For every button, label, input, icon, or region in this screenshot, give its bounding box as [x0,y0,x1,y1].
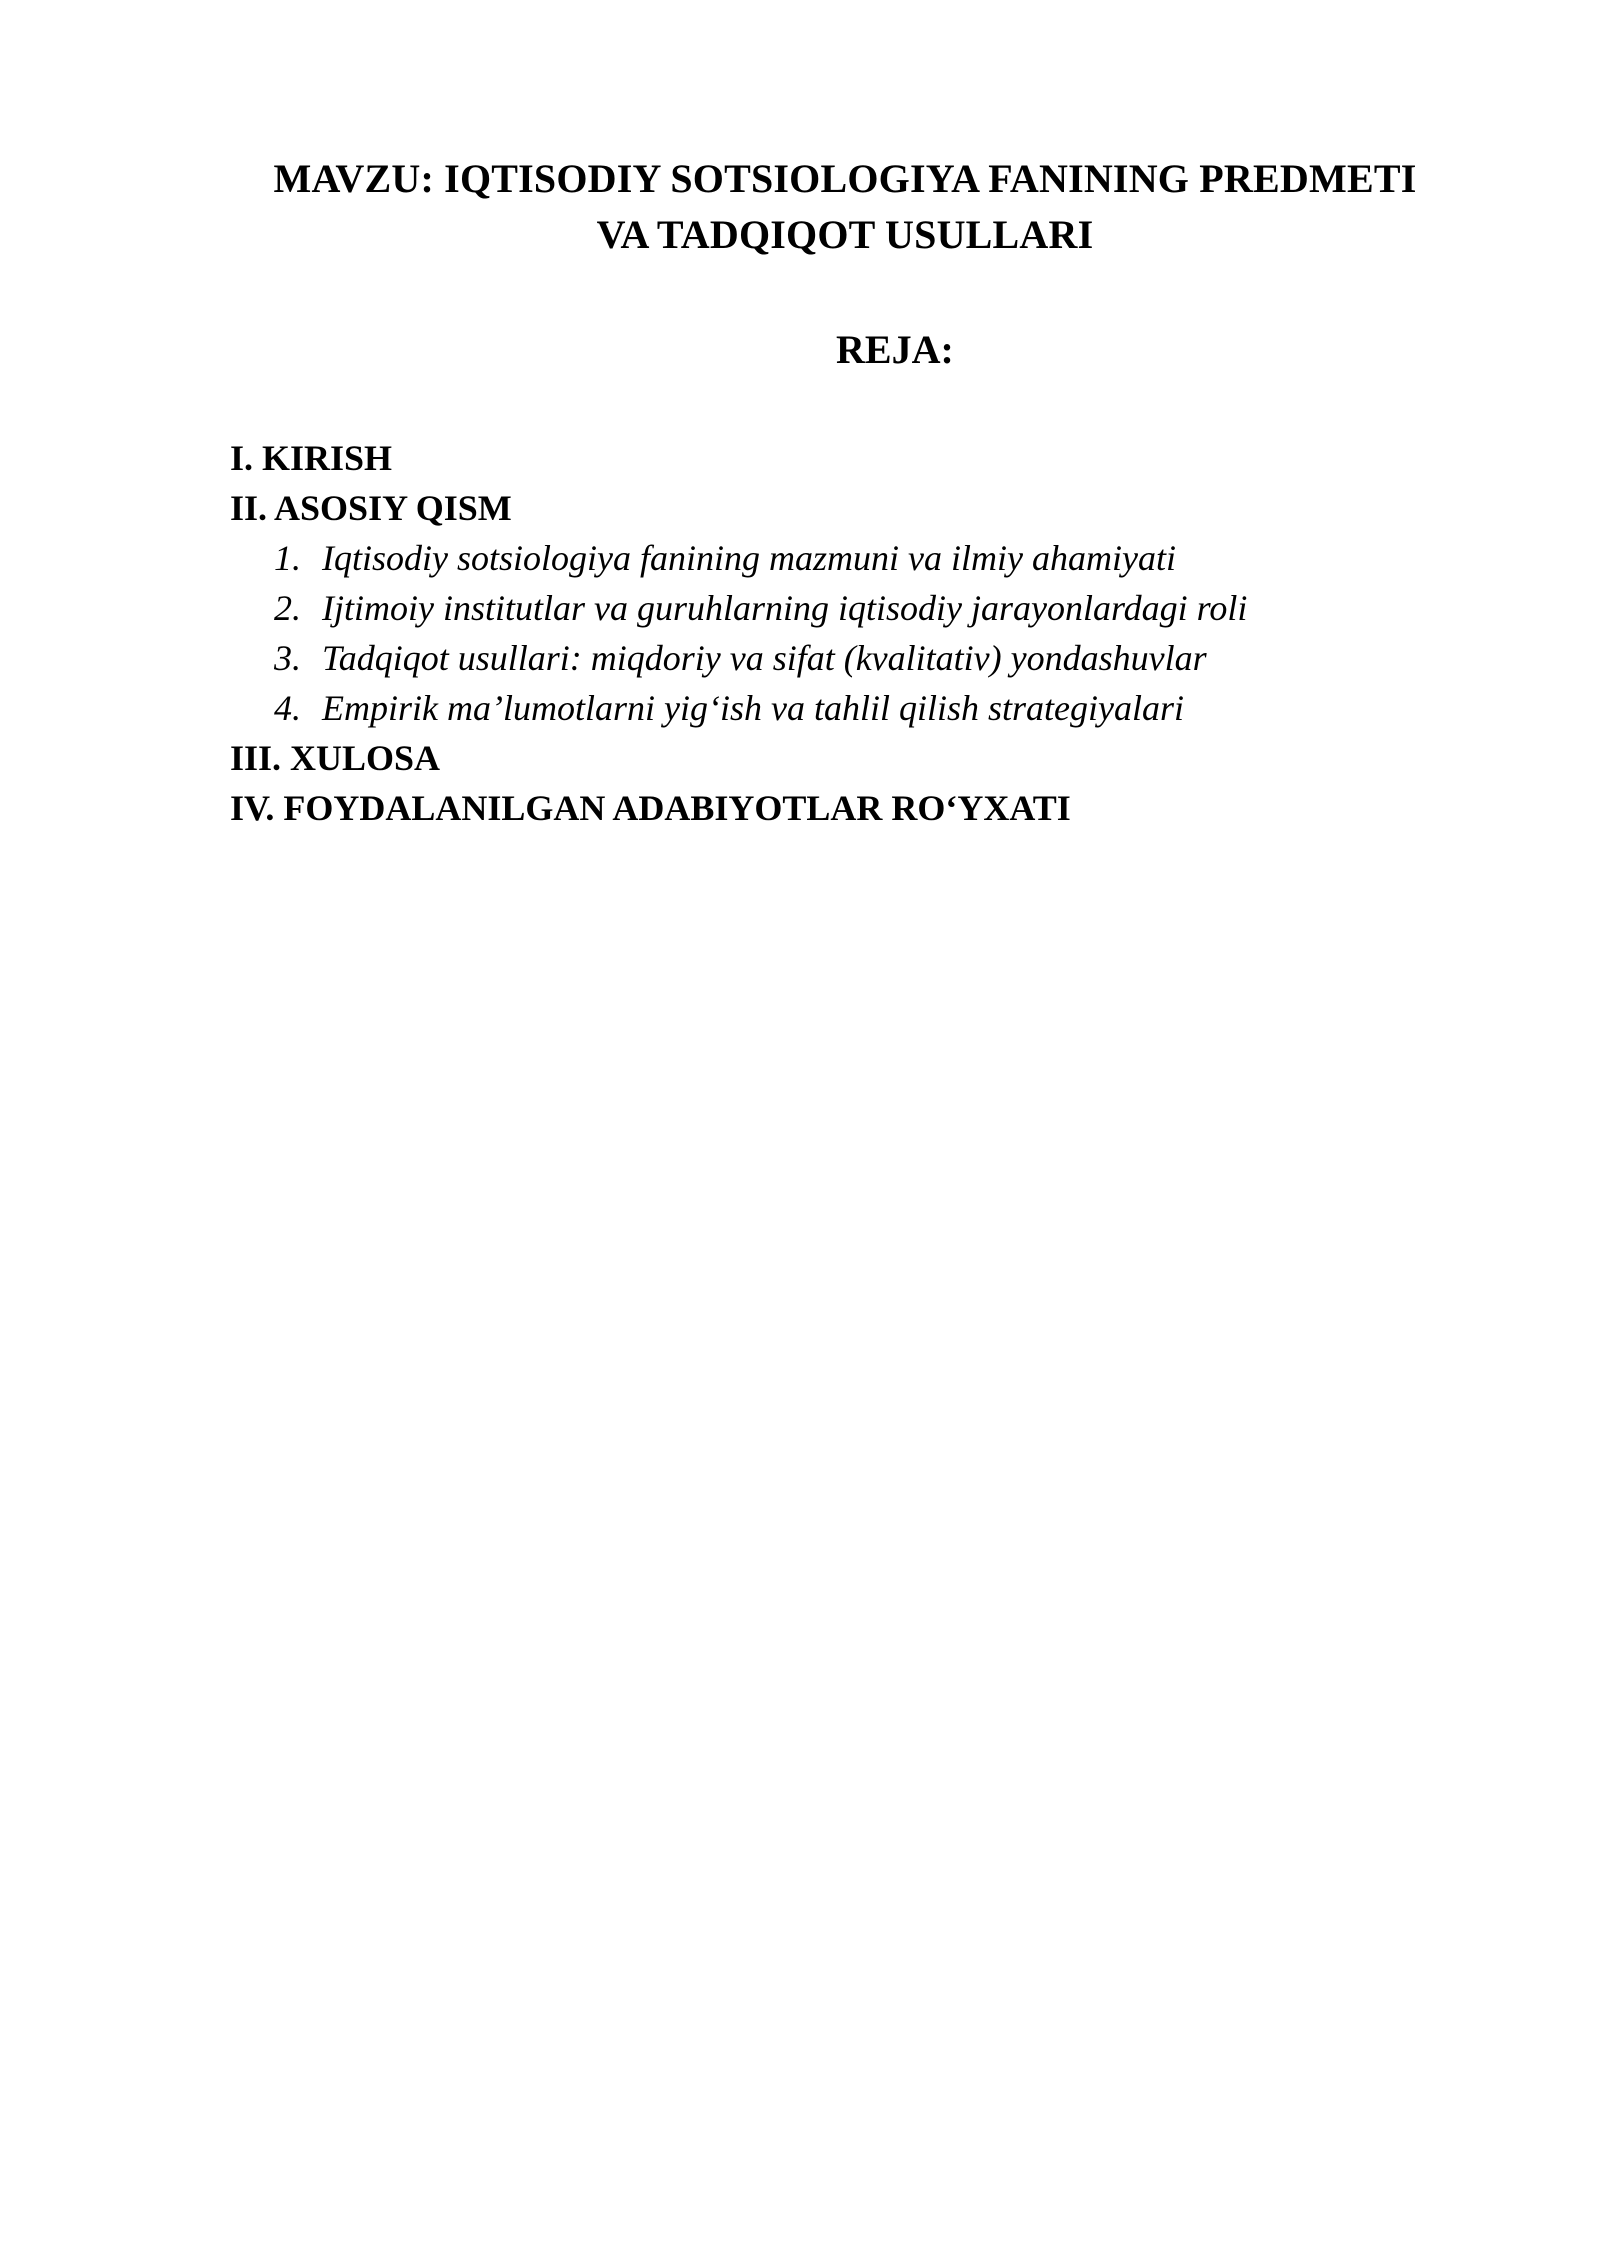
main-item [230,583,1430,633]
main-item-text: Empirik ma’lumotlarni yig‘ish va tahlil qilish strategiyalari [322,688,1184,728]
main-item-number: 1. [274,538,301,578]
main-item-number: 2. [274,588,301,628]
section-conclusion: III. XULOSA [230,738,441,778]
main-item-number: 3. [274,638,301,678]
main-item [230,633,1430,683]
main-item [230,683,1430,733]
section-main: II. ASOSIY QISM [230,488,512,528]
plan-heading: REJA: [836,327,954,372]
main-item-text: Ijtimoiy institutlar va guruhlarning iqtisodiy jarayonlardagi roli [322,588,1248,628]
main-item [230,533,1430,583]
plan-outline [230,433,1430,833]
topic-title-line-1: MAVZU: IQTISODIY SOTSIOLOGIYA FANINING PREDMETI [273,156,1417,201]
section-intro: I. KIRISH [230,438,393,478]
main-item-number: 4. [274,688,301,728]
section-references: IV. FOYDALANILGAN ADABIYOTLAR RO‘YXATI [230,788,1071,828]
topic-title-line-2: VA TADQIQOT USULLARI [596,212,1094,257]
main-item-text: Tadqiqot usullari: miqdoriy va sifat (kvalitativ) yondashuvlar [322,638,1207,678]
main-item-text: Iqtisodiy sotsiologiya fanining mazmuni va ilmiy ahamiyati [322,538,1176,578]
